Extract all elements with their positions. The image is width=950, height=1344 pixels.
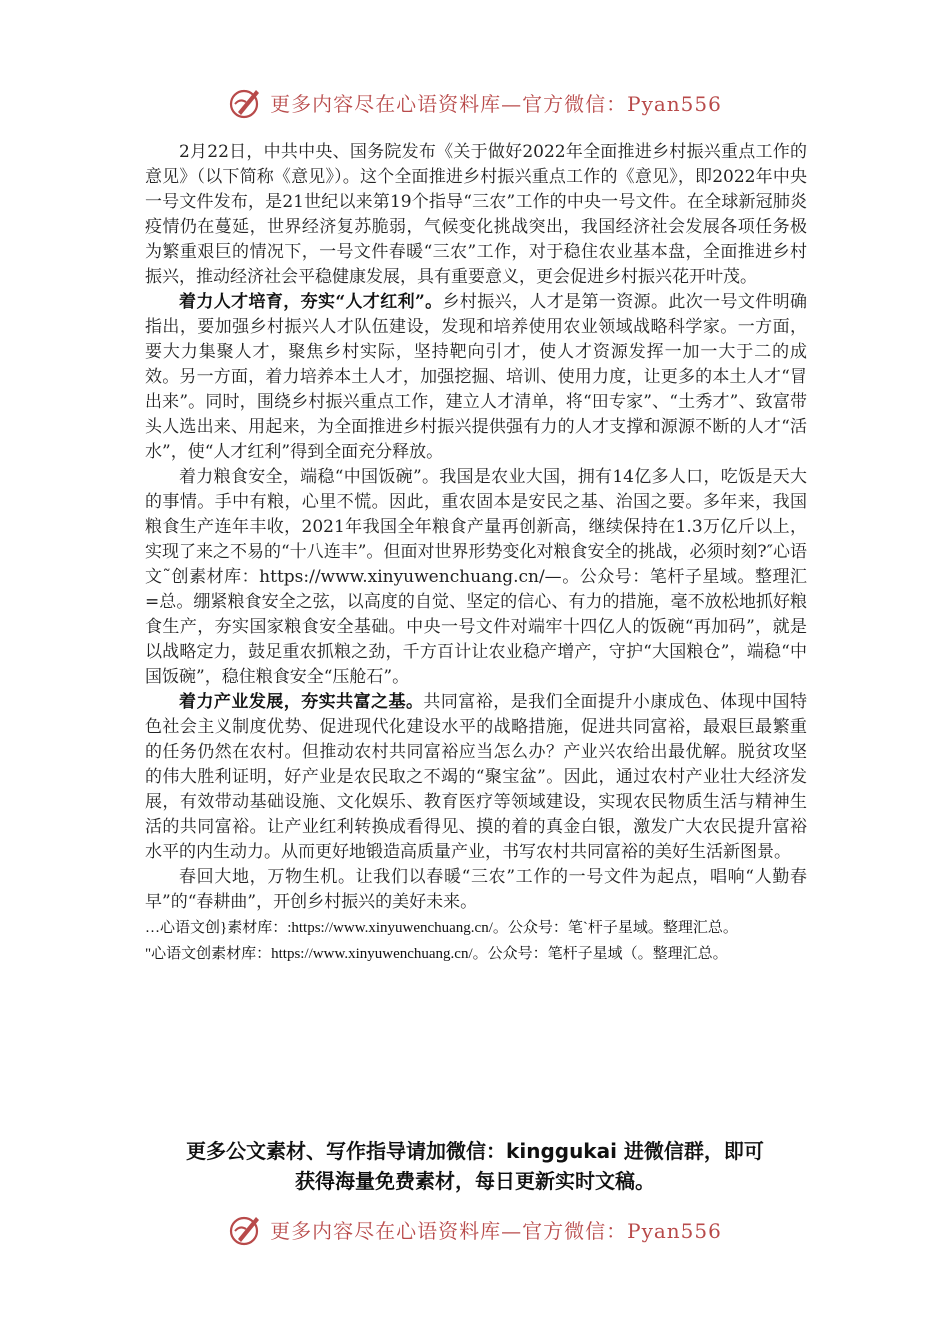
footer-promo-line-1: 更多公文素材、写作指导请加微信：kinggukai 进微信群，即可: [186, 1139, 764, 1163]
paragraph-talent-text: 乡村振兴，人才是第一资源。此次一号文件明确指出，要加强乡村振兴人才队伍建设，发现和培养使用农业领域战略科学家。一方面，要大力集聚人才，聚焦乡村实际，坚持靶向引才，使人才资源发挥一加一大于二的成效。另一方面，着力培养本土人才，加强挖掘、培训、使用力度，让更多的本土人才“冒出来”。同时，围绕乡村振兴重点工作，建立人才清单，将“田专家”、“土秀才”、致富带头人选出来、用起来，为全面推进乡村振兴提供强有力的人才支撑和源源不断的人才“活水”，使“人才红利”得到全面充分释放。: [145, 292, 807, 462]
paragraph-industry: [145, 690, 807, 865]
paragraph-industry-heading: 着力产业发展，夯实共富之基。: [179, 692, 424, 712]
footer-banner-text: 更多内容尽在心语资料库—官方微信：Pyan556: [270, 1218, 722, 1243]
pen-logo-icon: [228, 1211, 264, 1247]
paragraph-conclusion: 春回大地，万物生机。让我们以春暖“三农”工作的一号文件为起点，唱响“人勤春早”的“春耕曲”，开创乡村振兴的美好未来。: [145, 867, 807, 912]
pen-logo-icon: [228, 84, 264, 120]
paragraph-talent: [145, 290, 807, 465]
footer-promo-line-2: 获得海量免费素材，每日更新实时文稿。: [295, 1169, 655, 1193]
paragraph-talent-heading: 着力人才培育，夯实“人才红利”。: [179, 292, 443, 312]
paragraph-intro: 2月22日，中共中央、国务院发布《关于做好2022年全面推进乡村振兴重点工作的意见》（以下简称《意见》）。这个全面推进乡村振兴重点工作的《意见》，即2022年中央一号文件发布，是21世纪以来第19个指导“三农”工作的中央一号文件。在全球新冠肺炎疫情仍在蔓延，世界经济复苏脆弱，气候变化挑战突出，我国经济社会发展各项任务极为繁重艰巨的情况下，一号文件春暖“三农”工作，对于稳住农业基本盘，全面推进乡村振兴，推动经济社会平稳健康发展，具有重要意义，更会促进乡村振兴花开叶茂。: [145, 142, 807, 287]
footer-banner: [0, 1211, 950, 1247]
paragraph-industry-text: 共同富裕，是我们全面提升小康成色、体现中国特色社会主义制度优势、促进现代化建设水平的战略措施，促进共同富裕，最艰巨最繁重的任务仍然在农村。但推动农村共同富裕应当怎么办？产业兴农给出最优解。脱贫攻坚的伟大胜利证明，好产业是农民取之不竭的“聚宝盆”。因此，通过农村产业壮大经济发展，有效带动基础设施、文化娱乐、教育医疗等领域建设，实现农民物质生活与精神生活的共同富裕。让产业红利转换成看得见、摸的着的真金白银，激发广大农民提升富裕水平的内生动力。从而更好地锻造高质量产业，书写农村共同富裕的美好生活新图景。: [145, 692, 808, 862]
source-note-2: "心语文创素材库：https://www.xinyuwenchuang.cn/。公众号：笔杆子星域（。整理汇总。: [145, 946, 728, 962]
header-banner-text: 更多内容尽在心语资料库—官方微信：Pyan556: [270, 91, 722, 116]
paragraph-grain: 着力粮食安全，端稳“中国饭碗”。我国是农业大国，拥有14亿多人口，吃饭是天大的事情。手中有粮，心里不慌。因此，重农固本是安民之基、治国之要。多年来，我国粮食生产连年丰收，2021年我国全年粮食产量再创新高，继续保持在1.3万亿斤以上，实现了来之不易的“十八连丰”。但面对世界形势变化对粮食安全的挑战，必须时刻?″心语文˜创素材库：https://www.xinyuwenchuang.cn/—。公众号：笔杆子星域。整理汇=总。绷紧粮食安全之弦，以高度的自觉、坚定的信心、有力的措施，毫不放松地抓好粮食生产，夯实国家粮食安全基础。中央一号文件对端牢十四亿人的饭碗“再加码”，就是以战略定力，鼓足重农抓粮之劲，千方百计让农业稳产增产，守护“大国粮仓”，端稳“中国饭碗”，稳住粮食安全“压舱石”。: [145, 467, 807, 687]
article-body: [145, 140, 807, 967]
header-banner: [0, 84, 950, 120]
source-note-1: …心语文创}素材库：:https://www.xinyuwenchuang.cn/。公众号：笔`杆子星域。整理汇总。: [145, 920, 738, 936]
footer-promo: [120, 1136, 830, 1196]
